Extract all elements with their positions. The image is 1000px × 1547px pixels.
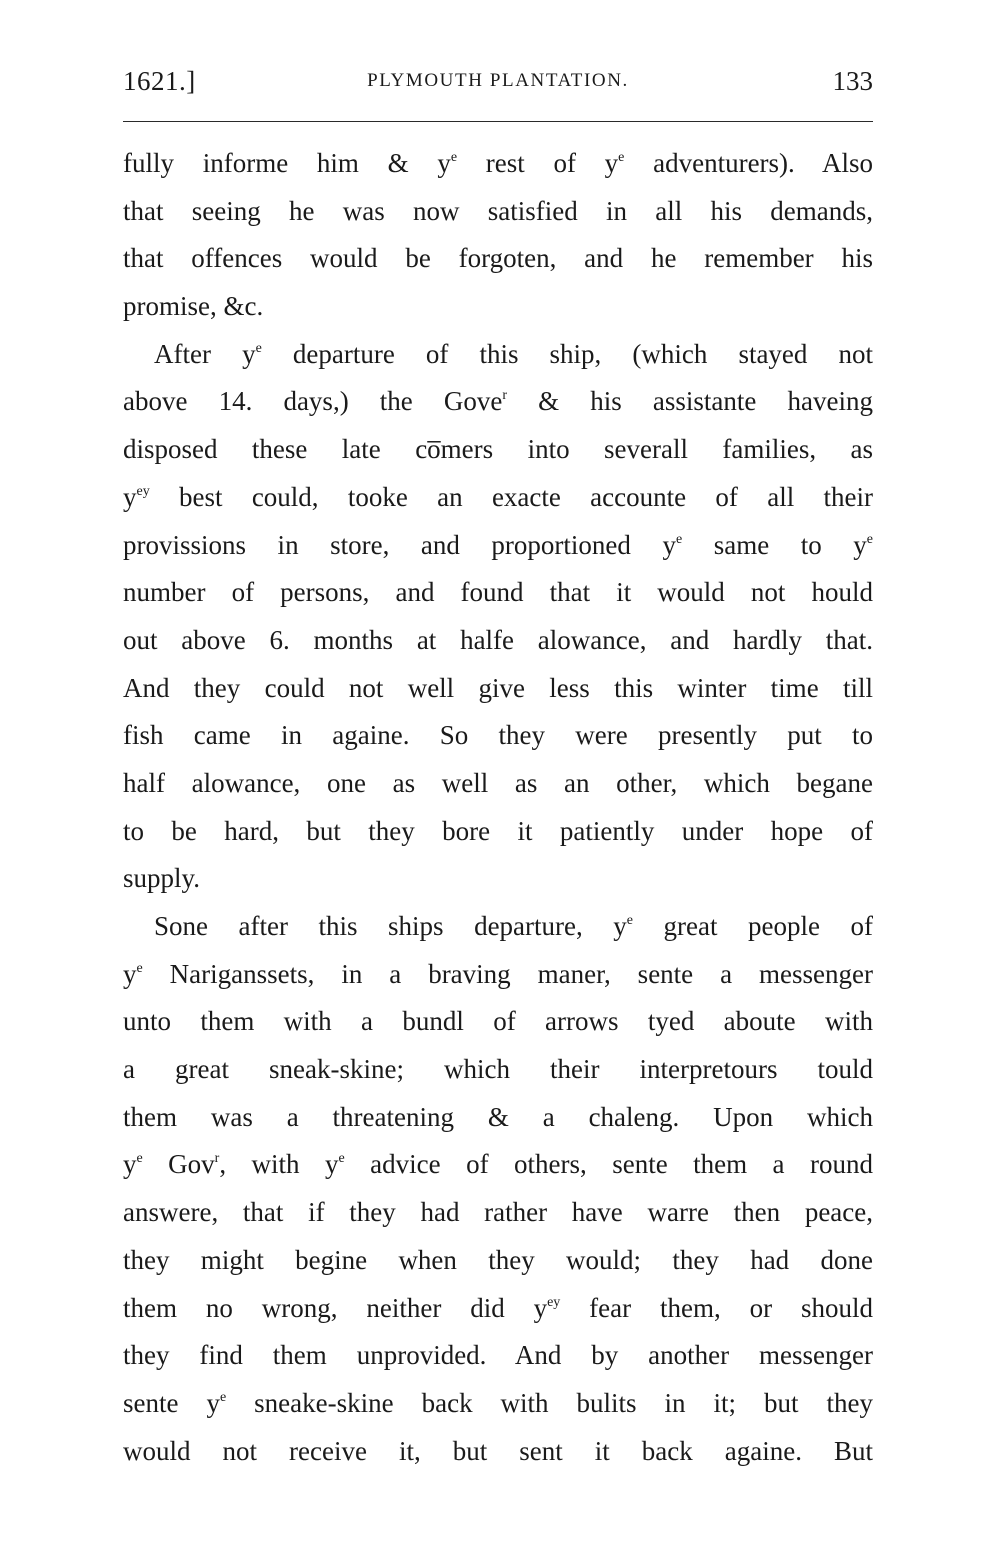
text-line: sente $y^e$ sneake-skine back with bulits in it; but they: [123, 1387, 873, 1418]
superscript-abbreviation: r: [502, 388, 508, 404]
text-line: above 14. days,) the Gove$^r$ & his assistante haveing: [123, 386, 873, 417]
text-line: supply.: [123, 863, 201, 894]
running-head: [123, 66, 873, 106]
text-line: unto them with a bundl of arrows tyed aboute with: [123, 1006, 873, 1037]
superscript-abbreviation: e: [866, 531, 873, 547]
superscript-abbreviation: e: [255, 340, 262, 356]
superscript-abbreviation: e: [626, 913, 633, 928]
text-line: out above 6. months at halfe alowance, and hardly that.: [123, 624, 873, 655]
text-line: them no wrong, neither did $y^{ey}$ fear them, or should: [123, 1292, 873, 1323]
text-line: number of persons, and found that it would not hould: [123, 577, 873, 608]
superscript-abbreviation: ey: [136, 483, 150, 499]
text-line: promise, &c.: [123, 291, 264, 322]
text-line: $y^e$ Gov$^r$, with $y^e$ advice of others, sente them a round: [123, 1149, 873, 1180]
header-title: PLYMOUTH PLANTATION.: [367, 70, 629, 91]
text-line: to be hard, but they bore it patiently under hope of: [123, 815, 873, 846]
superscript-abbreviation: e: [136, 960, 143, 976]
text-line: a great sneak-skine; which their interpretours tould: [123, 1054, 873, 1085]
body-text: [123, 140, 873, 1475]
text-line: And they could not well give less this winter time till: [123, 672, 873, 703]
superscript-abbreviation: e: [618, 150, 625, 165]
text-line: fully informe him & $y^e$ rest of $y^e$ adventurers). Also: [123, 148, 874, 178]
text-line: disposed these late co̅mers into severall families, as: [123, 434, 873, 465]
text-line: that seeing he was now satisfied in all his demands,: [123, 195, 873, 226]
text-line: that offences would be forgoten, and he remember his: [123, 243, 873, 274]
header-rule: [123, 121, 873, 122]
text-line: half alowance, one as well as an other, which begane: [123, 767, 873, 798]
text-line: answere, that if they had rather have warre then peace,: [123, 1197, 873, 1228]
text-line: $y^{ey}$ best could, tooke an exacte accounte of all their: [123, 481, 873, 512]
page-number: 133: [832, 66, 873, 96]
text-line: them was a threatening & a chaleng. Upon which: [123, 1101, 873, 1132]
superscript-abbreviation: e: [338, 1151, 345, 1167]
superscript-abbreviation: e: [219, 1389, 227, 1405]
superscript-abbreviation: e: [675, 531, 683, 547]
text-line: Sone after this ships departure, $y^e$ great people of: [154, 911, 873, 941]
text-line: provissions in store, and proportioned $y^e$ same to $y^e$: [123, 529, 873, 560]
text-line: would not receive it, but sent it back againe. But: [123, 1435, 873, 1466]
superscript-abbreviation: e: [450, 150, 458, 165]
text-line: $y^e$ Nariganssets, in a braving maner, sente a messenger: [123, 958, 873, 989]
text-line: After $y^e$ departure of this ship, (which stayed not: [154, 338, 874, 369]
text-line: they find them unprovided. And by another messenger: [123, 1340, 873, 1371]
superscript-abbreviation: e: [136, 1151, 143, 1167]
superscript-abbreviation: ey: [547, 1294, 561, 1310]
superscript-abbreviation: r: [214, 1151, 220, 1167]
text-line: fish came in againe. So they were presently put to: [123, 720, 873, 751]
text-line: they might begine when they would; they had done: [123, 1244, 873, 1275]
header-year: 1621.]: [123, 66, 196, 96]
